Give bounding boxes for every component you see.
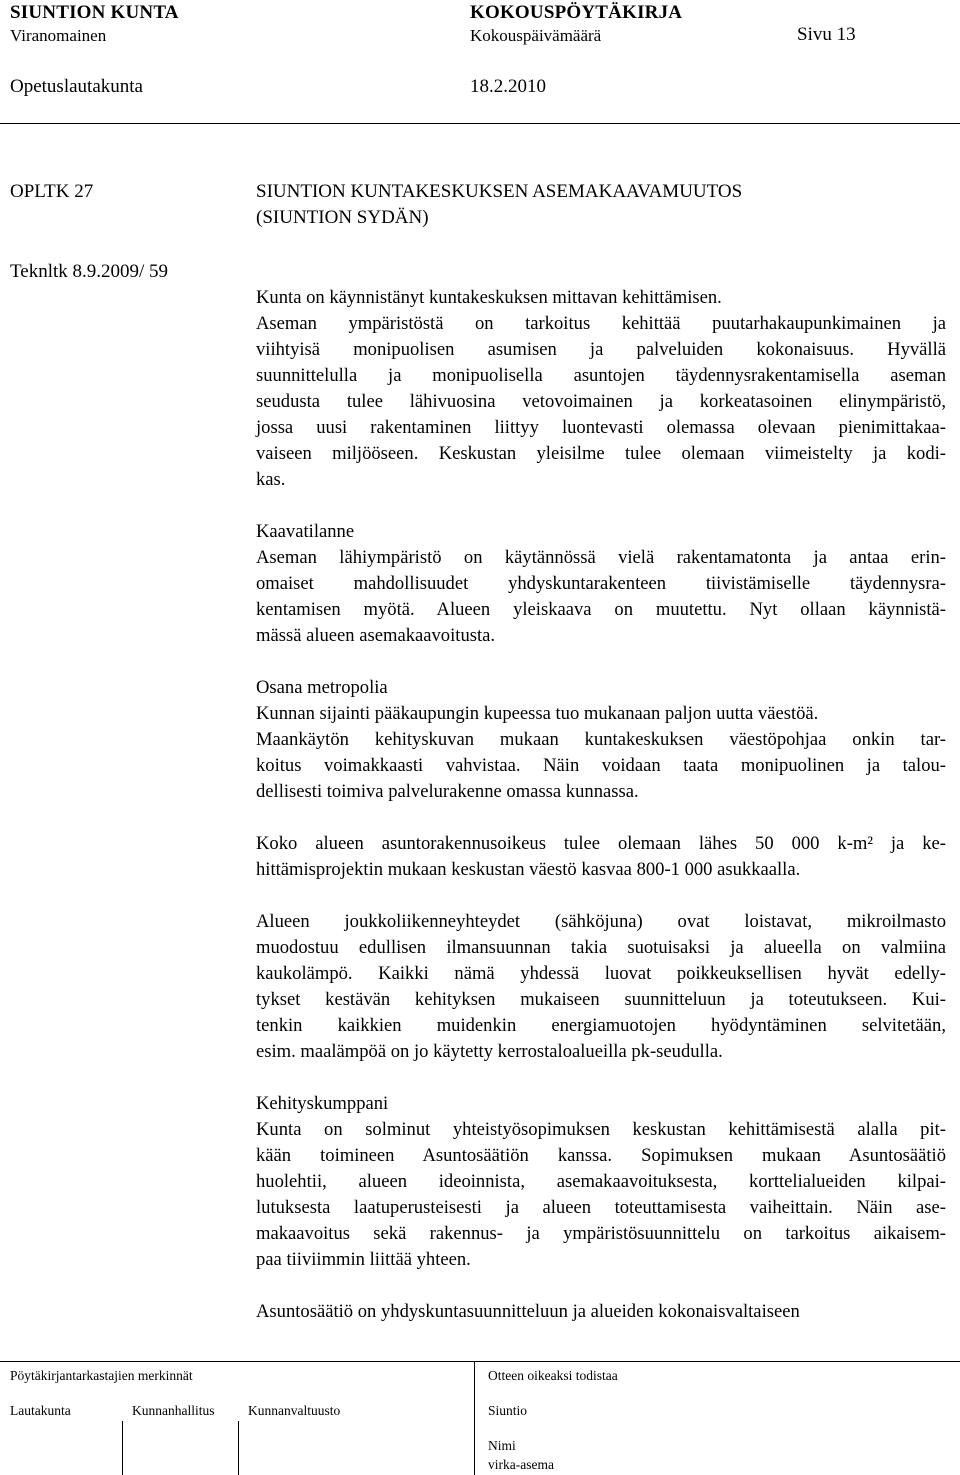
- meeting-date-label: Kokouspäivämäärä: [470, 26, 602, 45]
- paragraph-transport: [256, 909, 946, 1065]
- footer-box-divider: [122, 1421, 123, 1475]
- board-name: Opetuslautakunta: [10, 76, 143, 97]
- body-text: [256, 285, 946, 1351]
- paragraph-foundation: [256, 1299, 946, 1325]
- paragraph-partner: [256, 1091, 946, 1273]
- text-line: paa tiiviimmin liittää yhteen.: [256, 1249, 471, 1270]
- footer-divider: [0, 1361, 960, 1362]
- name-label: Nimi: [488, 1438, 516, 1453]
- certified-label: Otteen oikeaksi todistaa: [488, 1368, 618, 1383]
- text-line: Kunnan sijainti pääkaupungin kupeessa tuo mukanaan paljon uutta väestöä.: [256, 703, 819, 724]
- text-line: seudusta tulee lähivuosina vetovoimainen ja korkeatasoinen elinympäristö,: [256, 391, 946, 412]
- text-line: tykset kestävän kehityksen mukaiseen suunnitteluun ja toteutukseen. Kui-: [256, 989, 946, 1010]
- footer-column-divider: [474, 1361, 475, 1475]
- municipal-board-label: Kunnanhallitus: [132, 1403, 215, 1418]
- text-line: Koko alueen asuntorakennusoikeus tulee olemaan lähes 50 000 k-m² ja ke-: [256, 833, 946, 854]
- text-line: Alueen joukkoliikenneyhteydet (sähköjuna) ovat loistavat, mikroilmasto: [256, 911, 946, 932]
- text-line: makaavoitus sekä rakennus- ja ympäristösuunnittelu on tarkoitus aikaisem-: [256, 1223, 946, 1244]
- reference: Teknltk 8.9.2009/ 59: [10, 261, 169, 282]
- text-line: Asuntosäätiö on yhdyskuntasuunnitteluun ja alueiden kokonaisvaltaiseen: [256, 1301, 800, 1322]
- subheading: Kaavatilanne: [256, 521, 355, 542]
- text-line: huolehtii, alueen ideoinnista, asemakaavoituksesta, korttelialueiden kilpai-: [256, 1171, 946, 1192]
- meeting-date: 18.2.2010: [470, 76, 546, 97]
- position-label: virka-asema: [488, 1457, 554, 1472]
- text-line: tenkin kaikkien muidenkin energiamuotojen hyödyntäminen selvitetään,: [256, 1015, 946, 1036]
- title-line-1: SIUNTION KUNTAKESKUKSEN ASEMAKAAVAMUUTOS: [256, 181, 743, 202]
- footer-box-divider: [238, 1421, 239, 1475]
- place-label: Siuntio: [488, 1403, 528, 1418]
- text-line: mässä alueen asemakaavoitusta.: [256, 625, 496, 646]
- text-line: esim. maalämpöä on jo käytetty kerrostaloalueilla pk-seudulla.: [256, 1041, 723, 1062]
- text-line: kään toimineen Asuntosäätiön kanssa. Sopimuksen mukaan Asuntosäätiö: [256, 1145, 946, 1166]
- text-line: kaukolämpö. Kaikki nämä yhdessä luovat poikkeuksellisen hyvät edelly-: [256, 963, 946, 984]
- paragraph-metropolis: [256, 675, 946, 805]
- subheading: Kehityskumppani: [256, 1093, 389, 1114]
- text-line: viihtyisä monipuolisen asumisen ja palveluiden kokonaisuus. Hyvällä: [256, 339, 946, 360]
- title-line-2: (SIUNTION SYDÄN): [256, 207, 429, 228]
- text-line: kas.: [256, 469, 286, 490]
- subheading: Osana metropolia: [256, 677, 388, 698]
- department: Viranomainen: [10, 26, 107, 45]
- text-line: vaiseen miljööseen. Keskustan yleisilme tulee olemaan viimeistelty ja kodi-: [256, 443, 946, 464]
- text-line: muodostuu edullisen ilmansuunnan takia suotuisaksi ja alueella on valmiina: [256, 937, 946, 958]
- text-line: lutuksesta laatuperusteisesti ja alueen toteuttamisesta vaiheittain. Näin ase-: [256, 1197, 946, 1218]
- checkers-label: Pöytäkirjantarkastajien merkinnät: [10, 1368, 193, 1383]
- text-line: dellisesti toimiva palvelurakenne omassa kunnassa.: [256, 781, 639, 802]
- text-line: kentamisen myötä. Alueen yleiskaava on muutettu. Nyt ollaan käynnistä-: [256, 599, 946, 620]
- paragraph-intro: [256, 285, 946, 493]
- text-line: hittämisprojektin mukaan keskustan väestö kasvaa 800-1 000 asukkaalla.: [256, 859, 801, 880]
- text-line: Aseman lähiympäristö on käytännössä vielä rakentamatonta ja antaa erin-: [256, 547, 946, 568]
- text-line: Maankäytön kehityskuvan mukaan kuntakeskuksen väestöpohjaa onkin tar-: [256, 729, 946, 750]
- text-line: jossa uusi rakentaminen liittyy luontevasti olemassa olevaan pienimittakaa-: [256, 417, 946, 438]
- page-number: Sivu 13: [797, 24, 856, 45]
- text-line: koitus voimakkaasti vahvistaa. Näin voidaan taata monipuolinen ja talou-: [256, 755, 946, 776]
- text-line: Kunta on käynnistänyt kuntakeskuksen mittavan kehittämisen.: [256, 287, 722, 308]
- document-type: KOKOUSPÖYTÄKIRJA: [470, 2, 683, 23]
- committee-label: Lautakunta: [10, 1403, 71, 1418]
- paragraph-zoning-status: [256, 519, 946, 649]
- text-line: Aseman ympäristöstä on tarkoitus kehittää puutarhakaupunkimainen ja: [256, 313, 946, 334]
- paragraph-building-rights: [256, 831, 946, 883]
- header-divider: [0, 123, 960, 124]
- text-line: suunnittelulla ja monipuolisella asuntojen täydennysrakentamisella aseman: [256, 365, 946, 386]
- section-number: OPLTK 27: [10, 181, 94, 202]
- text-line: omaiset mahdollisuudet yhdyskuntarakenteen tiivistämiselle täydennysra-: [256, 573, 946, 594]
- municipal-council-label: Kunnanvaltuusto: [248, 1403, 341, 1418]
- org-name: SIUNTION KUNTA: [10, 2, 179, 23]
- text-line: Kunta on solminut yhteistyösopimuksen keskustan kehittämisestä alalla pit-: [256, 1119, 946, 1140]
